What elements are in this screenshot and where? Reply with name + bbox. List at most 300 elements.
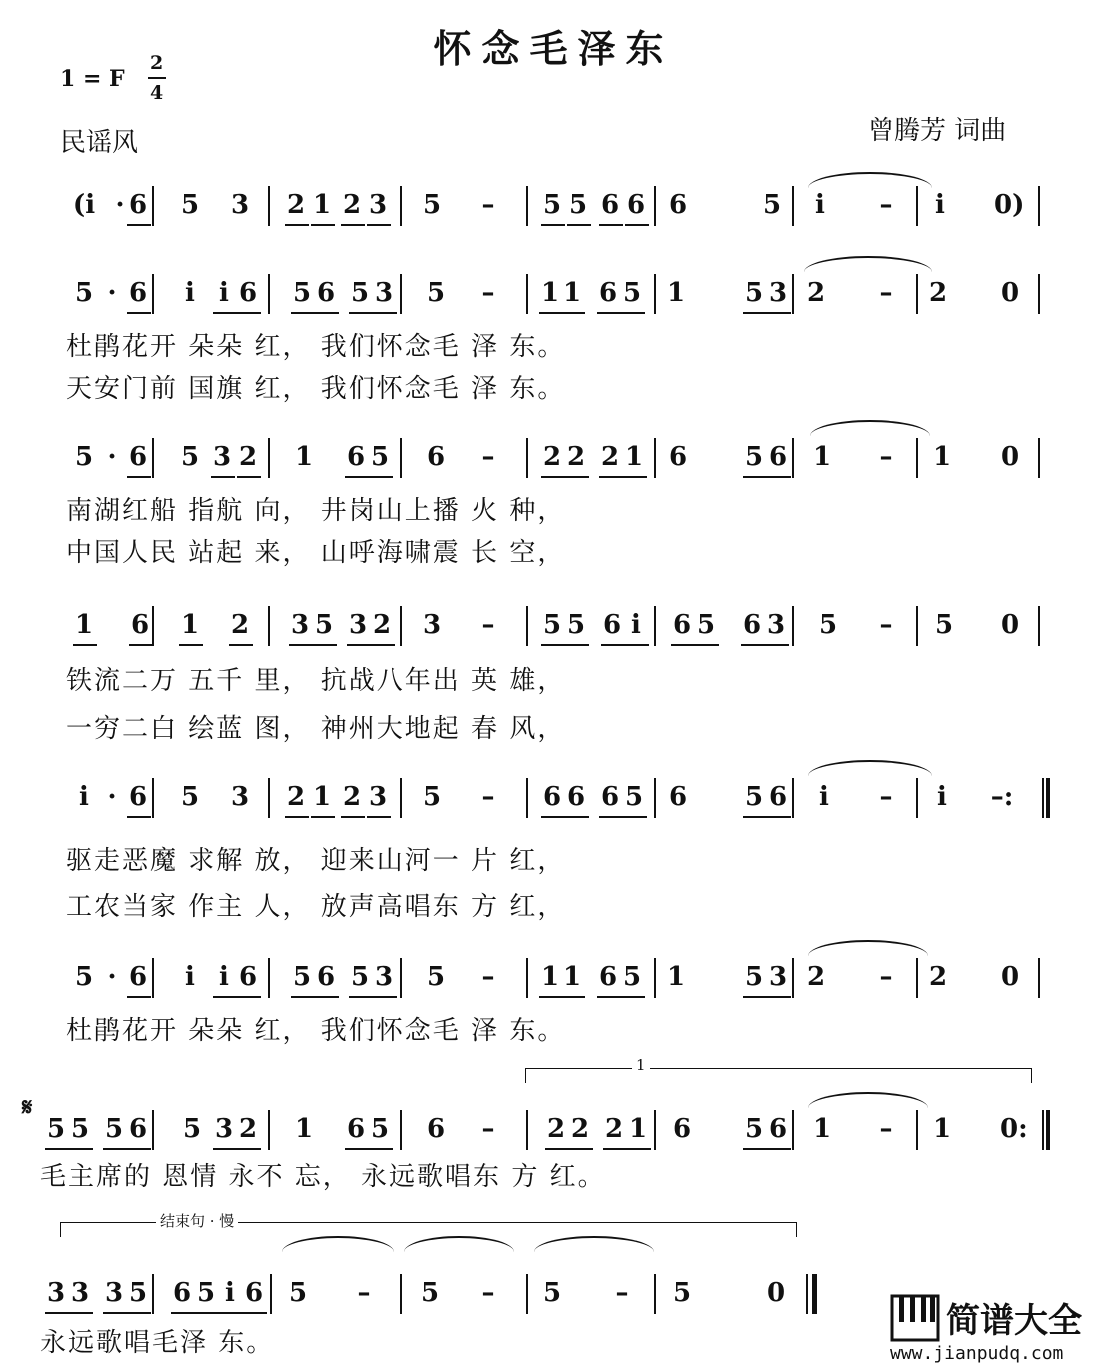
bar-line [152, 186, 154, 226]
bar-line [526, 778, 528, 818]
note: 3 [768, 278, 788, 308]
bar-line [654, 606, 656, 646]
note: 3 [46, 1278, 66, 1308]
bar-line [526, 1110, 528, 1150]
beam-line [767, 1148, 791, 1150]
beam-line [127, 476, 151, 478]
note: 1 [312, 190, 332, 220]
beam-line [541, 816, 565, 818]
note: 2 [230, 610, 250, 640]
bar-line [152, 1274, 154, 1314]
beam-line [767, 476, 791, 478]
note: 1 [180, 610, 200, 640]
note: 5 [370, 1114, 390, 1144]
note: 6 [566, 782, 586, 812]
bar-line [268, 778, 270, 818]
note: 0 [1000, 278, 1020, 308]
beam-line [597, 996, 621, 998]
final-bar-line [1046, 1110, 1050, 1150]
note: – [879, 610, 893, 640]
beam-line [539, 312, 563, 314]
beam-line [743, 816, 767, 818]
note: –: [990, 782, 1014, 812]
time-signature-top: 2 [150, 52, 164, 74]
note: 1 [74, 610, 94, 640]
note: · [115, 190, 125, 220]
bar-line [916, 438, 918, 478]
beam-line [623, 816, 647, 818]
note: 1 [294, 1114, 314, 1144]
note: 5 [70, 1114, 90, 1144]
beam-line [621, 996, 645, 998]
bar-line [1042, 778, 1044, 818]
beam-line [127, 312, 151, 314]
note: 5 [426, 962, 446, 992]
time-signature-bottom: 4 [150, 82, 164, 104]
note: 2 [604, 1114, 624, 1144]
note: 1 [932, 442, 952, 472]
beam-line [311, 224, 335, 226]
note: 2 [928, 278, 948, 308]
note: 5 [422, 190, 442, 220]
note: 5 [74, 962, 94, 992]
note: 3 [230, 190, 250, 220]
segno-sign: 𝄋 [22, 1092, 33, 1121]
bar-line [268, 438, 270, 478]
note: 6 [346, 1114, 366, 1144]
bar-line [152, 958, 154, 998]
note: 6 [128, 962, 148, 992]
note: 1 [666, 278, 686, 308]
lyric-line: 毛主席的 恩情 永不 忘， 永远歌唱东 方 红。 [40, 1162, 606, 1192]
bar-line [806, 1274, 808, 1314]
note: 5 [744, 962, 764, 992]
note: 5 [622, 278, 642, 308]
beam-line [671, 644, 695, 646]
beam-line [561, 996, 585, 998]
bar-line [792, 778, 794, 818]
note: 6 [172, 1278, 192, 1308]
note: 6 [128, 278, 148, 308]
beam-line [349, 996, 373, 998]
final-bar-line [812, 1274, 817, 1314]
bar-line [400, 778, 402, 818]
bar-line [1038, 186, 1040, 226]
note: – [481, 962, 495, 992]
beam-line [373, 996, 397, 998]
beam-line [625, 644, 649, 646]
beam-line [565, 816, 589, 818]
beam-line [127, 1312, 151, 1314]
note: 1 [812, 442, 832, 472]
beam-line [243, 1312, 267, 1314]
note: 1 [540, 278, 560, 308]
note: 6 [668, 190, 688, 220]
beam-line [45, 1312, 69, 1314]
note: 2 [372, 610, 392, 640]
bar-line [526, 958, 528, 998]
note: 5 [744, 442, 764, 472]
beam-line [743, 1148, 767, 1150]
note: 5 [696, 610, 716, 640]
beam-line [597, 312, 621, 314]
bar-line [526, 274, 528, 314]
beam-line [341, 224, 365, 226]
bar-line [916, 1110, 918, 1150]
beam-line [69, 1148, 93, 1150]
note: – [615, 1278, 629, 1308]
bar-line [400, 1274, 402, 1314]
beam-line [545, 1148, 569, 1150]
note: i [225, 1278, 235, 1308]
note: 5 [288, 1278, 308, 1308]
lyric-line: 杜鹃花开 朵朵 红， 我们怀念毛 泽 东。 [66, 332, 566, 362]
beam-line [45, 1148, 69, 1150]
beam-line [341, 816, 365, 818]
note: 5 [568, 190, 588, 220]
note: 5 [292, 962, 312, 992]
site-url: www.jianpudq.com [890, 1343, 1064, 1364]
beam-line [285, 224, 309, 226]
note: 6 [742, 610, 762, 640]
note: 1 [540, 962, 560, 992]
beam-line [285, 816, 309, 818]
note: 6 [598, 962, 618, 992]
beam-line [567, 224, 591, 226]
note: – [879, 782, 893, 812]
note: 5 [934, 610, 954, 640]
note: 1 [932, 1114, 952, 1144]
composer-credit: 曾腾芳 词曲 [868, 116, 1007, 146]
note: · [107, 442, 117, 472]
beam-line [347, 644, 371, 646]
note: 3 [368, 782, 388, 812]
beam-line [291, 996, 315, 998]
note: 5 [420, 1278, 440, 1308]
beam-line [237, 996, 261, 998]
bar-line [792, 186, 794, 226]
note: 5 [426, 278, 446, 308]
note: 3 [374, 278, 394, 308]
beam-line [565, 476, 589, 478]
beam-line [601, 644, 625, 646]
note: – [481, 610, 495, 640]
bar-line [270, 1274, 272, 1314]
note: 5 [350, 962, 370, 992]
bar-line [526, 1274, 528, 1314]
note: (i [72, 190, 96, 220]
note: – [879, 190, 893, 220]
bar-line [268, 186, 270, 226]
bar-line [400, 274, 402, 314]
bar-line [916, 186, 918, 226]
note: 5 [196, 1278, 216, 1308]
note: 6 [768, 782, 788, 812]
beam-line [103, 1312, 127, 1314]
bar-line [654, 778, 656, 818]
beam-line [743, 312, 767, 314]
note: 6 [768, 442, 788, 472]
beam-line [171, 1312, 195, 1314]
note: 2 [238, 1114, 258, 1144]
beam-line [369, 1148, 393, 1150]
note: 5 [180, 442, 200, 472]
bar-line [268, 958, 270, 998]
tie-arc [808, 1092, 928, 1108]
note: i [219, 278, 229, 308]
note: 3 [368, 190, 388, 220]
lyric-line: 铁流二万 五千 里， 抗战八年出 英 雄， [66, 666, 566, 696]
beam-line [767, 996, 791, 998]
bar-line [400, 606, 402, 646]
bar-line [268, 606, 270, 646]
note: 1 [562, 962, 582, 992]
bar-line [152, 778, 154, 818]
note: 2 [342, 782, 362, 812]
bar-line [654, 438, 656, 478]
beam-line [195, 1312, 219, 1314]
note: 1 [312, 782, 332, 812]
bar-line [654, 186, 656, 226]
note: 2 [546, 1114, 566, 1144]
bar-line [152, 274, 154, 314]
tie-arc [808, 760, 932, 776]
beam-line [539, 996, 563, 998]
beam-line [623, 476, 647, 478]
beam-line [765, 644, 789, 646]
bar-line [1038, 958, 1040, 998]
beam-line [541, 644, 565, 646]
note: 5 [350, 278, 370, 308]
note: – [481, 782, 495, 812]
note: – [481, 190, 495, 220]
note: 1 [624, 442, 644, 472]
note: 5 [542, 190, 562, 220]
note: 2 [342, 190, 362, 220]
note: 6 [316, 278, 336, 308]
lyric-line: 中国人民 站起 来， 山呼海啸震 长 空， [66, 538, 566, 568]
note: 6 [238, 278, 258, 308]
note: – [879, 442, 893, 472]
note: 2 [570, 1114, 590, 1144]
note: 5 [104, 1114, 124, 1144]
lyric-line: 永远歌唱毛泽 东。 [40, 1328, 275, 1358]
note: 2 [806, 278, 826, 308]
bar-line [792, 1110, 794, 1150]
beam-line [179, 644, 203, 646]
note: 1 [628, 1114, 648, 1144]
note: 2 [286, 190, 306, 220]
beam-line [73, 644, 97, 646]
note: 2 [566, 442, 586, 472]
note: i [937, 782, 947, 812]
volta-bracket [525, 1068, 1032, 1083]
style-marking: 民谣风 [60, 128, 139, 158]
note: – [481, 1278, 495, 1308]
bar-line [654, 274, 656, 314]
note: 5 [744, 782, 764, 812]
note: i [185, 962, 195, 992]
note: 6 [128, 1114, 148, 1144]
note: 5 [542, 610, 562, 640]
bar-line [400, 186, 402, 226]
tie-arc [808, 172, 932, 188]
beam-line [367, 224, 391, 226]
note: 5 [128, 1278, 148, 1308]
note: 5 [542, 1278, 562, 1308]
tie-arc [810, 420, 930, 436]
final-bar-line [1046, 778, 1050, 818]
tie-arc [404, 1236, 514, 1252]
note: 2 [238, 442, 258, 472]
beam-line [69, 1312, 93, 1314]
beam-line [229, 644, 253, 646]
logo-text: 简谱大全 [946, 1301, 1082, 1341]
beam-line [315, 996, 339, 998]
note: 0 [1000, 610, 1020, 640]
beam-line [599, 816, 623, 818]
beam-line [129, 644, 153, 646]
note: 6 [600, 190, 620, 220]
note: 6 [598, 278, 618, 308]
beam-line [127, 224, 151, 226]
note: i [219, 962, 229, 992]
beam-line [311, 816, 335, 818]
note: 6 [542, 782, 562, 812]
note: · [107, 962, 117, 992]
key-signature: 1 = F [60, 66, 125, 92]
beam-line [625, 224, 649, 226]
tie-arc [808, 940, 928, 956]
bar-line [916, 606, 918, 646]
lyric-line: 杜鹃花开 朵朵 红， 我们怀念毛 泽 东。 [66, 1016, 566, 1046]
bar-line [400, 1110, 402, 1150]
beam-line [315, 312, 339, 314]
note: 3 [422, 610, 442, 640]
note: 3 [214, 1114, 234, 1144]
bar-line [526, 606, 528, 646]
note: 6 [128, 190, 148, 220]
bar-line [268, 1110, 270, 1150]
note: · [107, 782, 117, 812]
note: i [79, 782, 89, 812]
note: i [815, 190, 825, 220]
beam-line [211, 476, 235, 478]
note: 1 [562, 278, 582, 308]
note: 5 [180, 190, 200, 220]
bar-line [654, 958, 656, 998]
note: 5 [624, 782, 644, 812]
note: 6 [130, 610, 150, 640]
note: 3 [230, 782, 250, 812]
note: 6 [668, 442, 688, 472]
beam-line [603, 1148, 627, 1150]
note: 5 [182, 1114, 202, 1144]
note: 5 [762, 190, 782, 220]
note: 6 [346, 442, 366, 472]
note: 5 [74, 278, 94, 308]
lyric-line: 工农当家 作主 人， 放声高唱东 方 红， [66, 892, 566, 922]
note: 3 [766, 610, 786, 640]
volta-label: 1 [632, 1056, 650, 1074]
note: 6 [316, 962, 336, 992]
bar-line [152, 1110, 154, 1150]
bar-line [1038, 606, 1040, 646]
note: 0 [766, 1278, 786, 1308]
note: 5 [744, 278, 764, 308]
note: 0 [1000, 442, 1020, 472]
note: – [879, 962, 893, 992]
beam-line [127, 816, 151, 818]
note: 6 [672, 1114, 692, 1144]
bar-line [792, 606, 794, 646]
beam-line [345, 476, 369, 478]
bar-line [792, 274, 794, 314]
note: 2 [286, 782, 306, 812]
bar-line [654, 1110, 656, 1150]
beam-line [541, 476, 565, 478]
note: 5 [314, 610, 334, 640]
note: 5 [672, 1278, 692, 1308]
lyric-line: 一穷二白 绘蓝 图， 神州大地起 春 风， [66, 714, 566, 744]
note: 6 [600, 782, 620, 812]
note: 6 [672, 610, 692, 640]
tie-arc [534, 1236, 654, 1252]
note: 6 [128, 782, 148, 812]
beam-line [599, 224, 623, 226]
note: 5 [818, 610, 838, 640]
note: 5 [370, 442, 390, 472]
bar-line [400, 438, 402, 478]
note: 6 [426, 442, 446, 472]
beam-line [373, 312, 397, 314]
note: 6 [668, 782, 688, 812]
note: 5 [622, 962, 642, 992]
note: 0: [1000, 1114, 1028, 1144]
note: 1 [294, 442, 314, 472]
note: 5 [46, 1114, 66, 1144]
note: 3 [348, 610, 368, 640]
bar-line [916, 274, 918, 314]
note: 3 [212, 442, 232, 472]
beam-line [213, 996, 237, 998]
bar-line [1042, 1110, 1044, 1150]
beam-line [695, 644, 719, 646]
note: 3 [70, 1278, 90, 1308]
tie-arc [804, 256, 932, 272]
bar-line [152, 438, 154, 478]
bar-line [654, 1274, 656, 1314]
beam-line [599, 476, 623, 478]
beam-line [127, 996, 151, 998]
note: 5 [422, 782, 442, 812]
bar-line [792, 958, 794, 998]
bar-line [916, 778, 918, 818]
beam-line [565, 644, 589, 646]
note: 6 [626, 190, 646, 220]
note: 5 [74, 442, 94, 472]
bar-line [526, 186, 528, 226]
beam-line [741, 644, 765, 646]
beam-line [767, 816, 791, 818]
beam-line [213, 1148, 237, 1150]
note: – [481, 278, 495, 308]
note: 3 [290, 610, 310, 640]
beam-line [127, 1148, 151, 1150]
note: – [481, 1114, 495, 1144]
note: · [107, 278, 117, 308]
beam-line [621, 312, 645, 314]
